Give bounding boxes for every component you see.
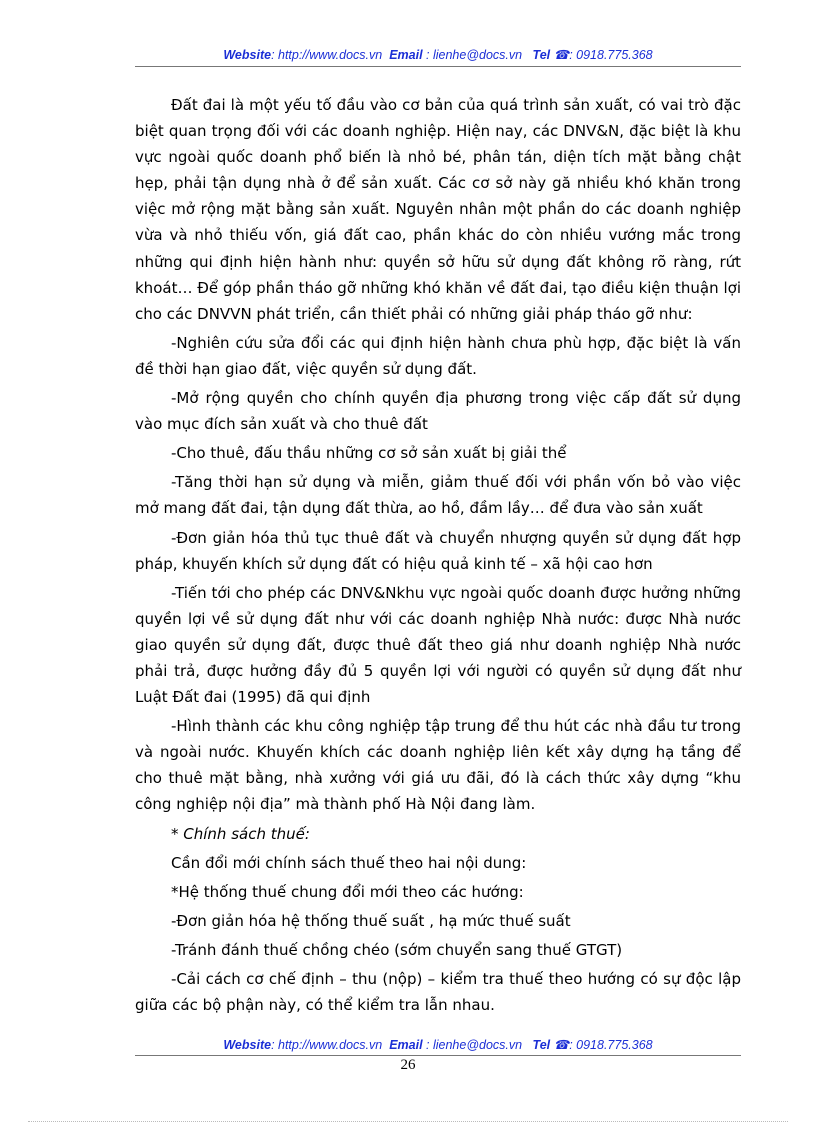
paragraph-bullet: -Tránh đánh thuế chồng chéo (sớm chuyển sang thuế GTGT) [171,940,623,959]
paragraph-bullet: -Đơn giản hóa hệ thống thuế suất , hạ mức thuế suất [171,911,571,930]
page-bottom-dotted-line [28,1121,788,1122]
header-email-link[interactable]: : lienhe@docs.vn [422,48,523,62]
paragraph-bullet: -Đơn giản hóa thủ tục thuê đất và chuyển nhượng quyền sử dụng đất hợp pháp, khuyến khích sử dụng đất có hiệu quả kinh tế – xã hội cao hơn [135,528,741,573]
phone-icon: ☎ [553,48,570,62]
paragraph-bullet: -Hình thành các khu công nghiệp tập trung để thu hút các nhà đầu tư trong và ngoài nước. Khuyến khích các doanh nghiệp liên kết xây dựng hạ tầng để cho thuê mặt bằng, nhà xưởng với giá ưu đãi, đó là cách thức xây dựng “khu công nghiệp nội địa” mà thành phố Hà Nội đang làm. [135,717,741,814]
page-header [135,47,741,63]
paragraph-bullet: -Tiến tới cho phép các DNV&Nkhu vực ngoài quốc doanh được hưởng những quyền lợi về sử dụng đất như với các doanh nghiệp Nhà nước: được Nhà nước giao quyền sử dụng đất, được thuê đất theo giá như doanh nghiệp Nhà nước phải trả, được hưởng đầy đủ 5 quyền lợi với người có quyền sử dụng đất như Luật Đất đai (1995) đã qui định [135,583,741,707]
paragraph-bullet: -Mở rộng quyền cho chính quyền địa phương trong việc cấp đất sử dụng vào mục đích sản xuất và cho thuê đất [135,389,741,434]
header-website-label: Website [223,48,272,62]
footer-website-link[interactable]: : http://www.docs.vn [271,1038,383,1052]
page-number: 26 [400,1057,416,1073]
paragraph-bullet: -Tăng thời hạn sử dụng và miễn, giảm thuế đối với phần vốn bỏ vào việc mở mang đất đai, tận dụng đất thừa, ao hồ, đầm lầy… để đưa vào sản xuất [135,473,741,518]
footer-divider [135,1055,741,1056]
header-tel-label: Tel [532,48,551,62]
paragraph-text: Cần đổi mới chính sách thuế theo hai nội dung: [171,853,527,872]
header-email-label: Email [389,48,423,62]
paragraph-bullet: -Cải cách cơ chế định – thu (nộp) – kiểm tra thuế theo hướng có sự độc lập giữa các bộ phận này, có thể kiểm tra lẫn nhau. [135,970,741,1015]
paragraph-bullet: -Nghiên cứu sửa đổi các qui định hiện hành chưa phù hợp, đặc biệt là vấn đề thời hạn giao đất, việc quyền sử dụng đất. [135,333,741,378]
paragraph-land-intro: Đất đai là một yếu tố đầu vào cơ bản của quá trình sản xuất, có vai trò đặc biệt quan trọng đối với các doanh nghiệp. Hiện nay, các DNV&N, đặc biệt là khu vực ngoài quốc doanh phổ biến là nhỏ bé, phân tán, diện tích mặt bằng chật hẹp, phải tận dụng nhà ở để sản xuất. Các cơ sở này gă nhiều khó khăn trong việc mở rộng mặt bằng sản xuất. Nguyên nhân một phần do các doanh nghiệp vừa và nhỏ thiếu vốn, giá đất cao, phần khác do còn nhiều vướng mắc trong những qui định hiện hành như: quyền sở hữu sử dụng đất không rõ ràng, rứt khoát… Để góp phần tháo gỡ những khó khăn về đất đai, tạo điều kiện thuận lợi cho các DNVVN phát triển, cần thiết phải có những giải pháp tháo gỡ như: [135,96,741,323]
footer-website-label: Website [223,1038,272,1052]
footer-email-label: Email [389,1038,423,1052]
footer-tel-value: : 0918.775.368 [569,1038,653,1052]
page-footer [135,1037,741,1053]
footer-email-link[interactable]: : lienhe@docs.vn [422,1038,523,1052]
header-tel-value: : 0918.775.368 [569,48,653,62]
paragraph-text: *Hệ thống thuế chung đổi mới theo các hướng: [171,882,524,901]
document-body [135,92,741,1021]
paragraph-bullet: -Cho thuê, đấu thầu những cơ sở sản xuất bị giải thể [171,444,567,463]
header-divider [135,66,741,67]
phone-icon: ☎ [553,1038,570,1052]
section-heading-tax-policy: * Chính sách thuế: [171,824,310,843]
footer-tel-label: Tel [532,1038,551,1052]
header-website-link[interactable]: : http://www.docs.vn [271,48,383,62]
